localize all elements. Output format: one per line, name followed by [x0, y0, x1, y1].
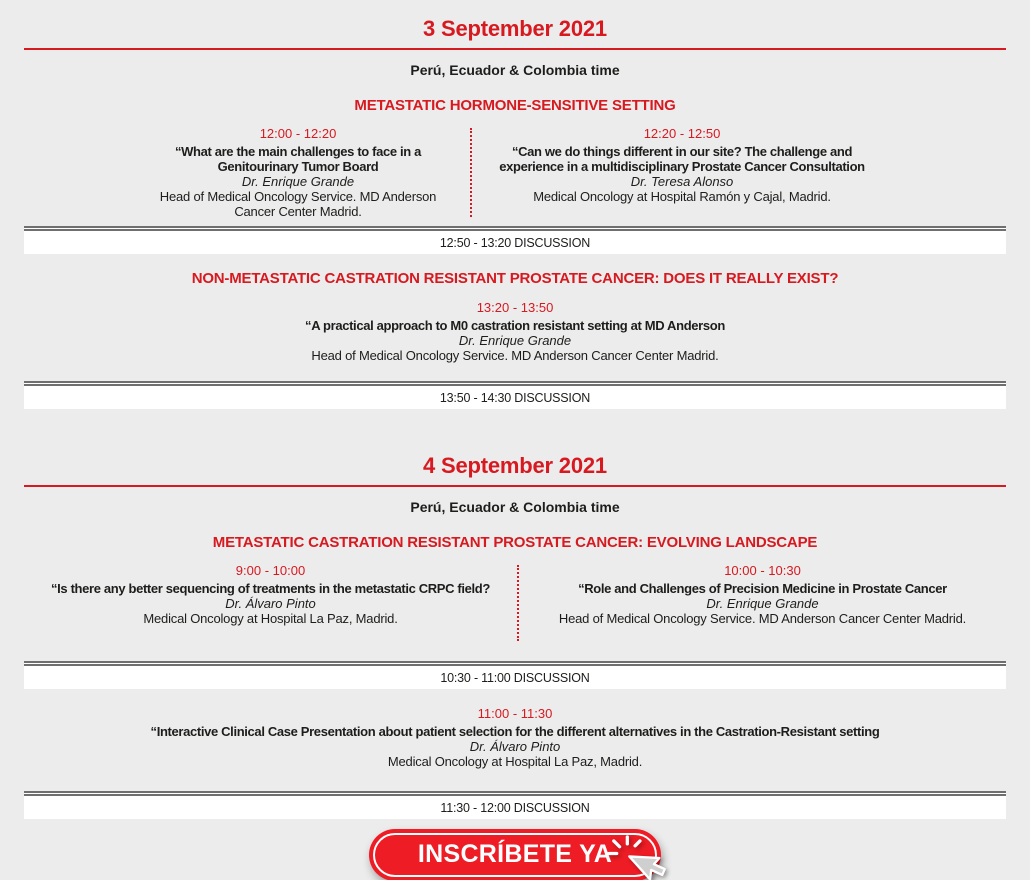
session-affiliation: Head of Medical Oncology Service. MD Anderson Cancer Center Madrid.: [159, 189, 437, 219]
session-speaker: Dr. Enrique Grande: [458, 333, 572, 348]
cta-label: INSCRÍBETE YA: [417, 839, 613, 868]
day-2-timezone-note: Perú, Ecuador & Colombia time: [410, 499, 620, 515]
discussion-label: 10:30 - 11:00 DISCUSSION: [440, 670, 590, 685]
session-speaker: Dr. Enrique Grande: [706, 596, 819, 611]
day-2-section-1-heading: METASTATIC CASTRATION RESISTANT PROSTATE CANCER: EVOLVING LANDSCAPE: [212, 534, 818, 551]
session-speaker: Dr. Teresa Alonso: [630, 174, 734, 189]
inscribete-button[interactable]: [369, 829, 661, 880]
session-speaker: Dr. Enrique Grande: [241, 174, 355, 189]
session-title: “Role and Challenges of Precision Medicine in Prostate Cancer: [578, 581, 947, 596]
day-1-session-row: [24, 126, 1006, 219]
session-affiliation: Medical Oncology at Hospital La Paz, Madrid.: [143, 611, 398, 626]
session-affiliation: Medical Oncology at Hospital La Paz, Madrid.: [387, 754, 643, 769]
session-time: 11:00 - 11:30: [477, 706, 553, 721]
session-time: 9:00 - 10:00: [235, 563, 306, 578]
session-cell: [24, 126, 470, 219]
cursor-arrow: [629, 842, 669, 880]
day-2-title: 4 September 2021: [423, 453, 607, 478]
click-cursor-icon: [607, 836, 669, 880]
day-2-session-row: [24, 563, 1006, 643]
day-1-section-2-heading: NON-METASTATIC CASTRATION RESISTANT PROSTATE CANCER: DOES IT REALLY EXIST?: [191, 270, 839, 287]
session-speaker: Dr. Álvaro Pinto: [225, 596, 316, 611]
discussion-label: 11:30 - 12:00 DISCUSSION: [440, 800, 590, 815]
click-burst-icon: [609, 837, 640, 853]
day-1-section-1-heading: METASTATIC HORMONE-SENSITIVE SETTING: [354, 97, 676, 114]
session-title: “Is there any better sequencing of treatments in the metastatic CRPC field?: [51, 581, 490, 596]
session-affiliation: Head of Medical Oncology Service. MD Anderson Cancer Center Madrid.: [558, 611, 967, 626]
cta-row: [0, 829, 1030, 880]
day-2-session-single: [24, 706, 1006, 769]
session-affiliation: Head of Medical Oncology Service. MD Anderson Cancer Center Madrid.: [311, 348, 719, 363]
session-time: 12:00 - 12:20: [259, 126, 337, 141]
day-1-timezone-note: Perú, Ecuador & Colombia time: [410, 62, 620, 78]
discussion-bar: [24, 381, 1006, 409]
session-speaker: Dr. Álvaro Pinto: [469, 739, 561, 754]
discussion-label: 13:50 - 14:30 DISCUSSION: [439, 390, 591, 405]
session-cell: [472, 126, 1006, 219]
session-time: 12:20 - 12:50: [643, 126, 721, 141]
session-title: “What are the main challenges to face in a Genitourinary Tumor Board: [174, 144, 422, 174]
red-rule: [24, 48, 1006, 50]
session-cell: [519, 563, 1006, 643]
session-title: “A practical approach to M0 castration resistant setting at MD Anderson: [305, 318, 725, 333]
session-title: “Interactive Clinical Case Presentation about patient selection for the different alternatives in the Castration-Resistant setting: [150, 724, 880, 739]
day-1-session-single: [24, 300, 1006, 363]
day-1-title: 3 September 2021: [423, 16, 607, 41]
session-affiliation: Medical Oncology at Hospital Ramón y Cajal, Madrid.: [533, 189, 831, 204]
session-time: 10:00 - 10:30: [724, 563, 801, 578]
session-title: “Can we do things different in our site? The challenge and experience in a multidisciplinary Prostate Cancer Consultation: [499, 144, 865, 174]
discussion-label: 12:50 - 13:20 DISCUSSION: [439, 235, 591, 250]
discussion-bar: [24, 791, 1006, 819]
session-time: 13:20 - 13:50: [476, 300, 554, 315]
discussion-bar: [24, 661, 1006, 689]
session-cell: [24, 563, 517, 643]
discussion-bar: [24, 226, 1006, 254]
red-rule: [24, 485, 1006, 487]
